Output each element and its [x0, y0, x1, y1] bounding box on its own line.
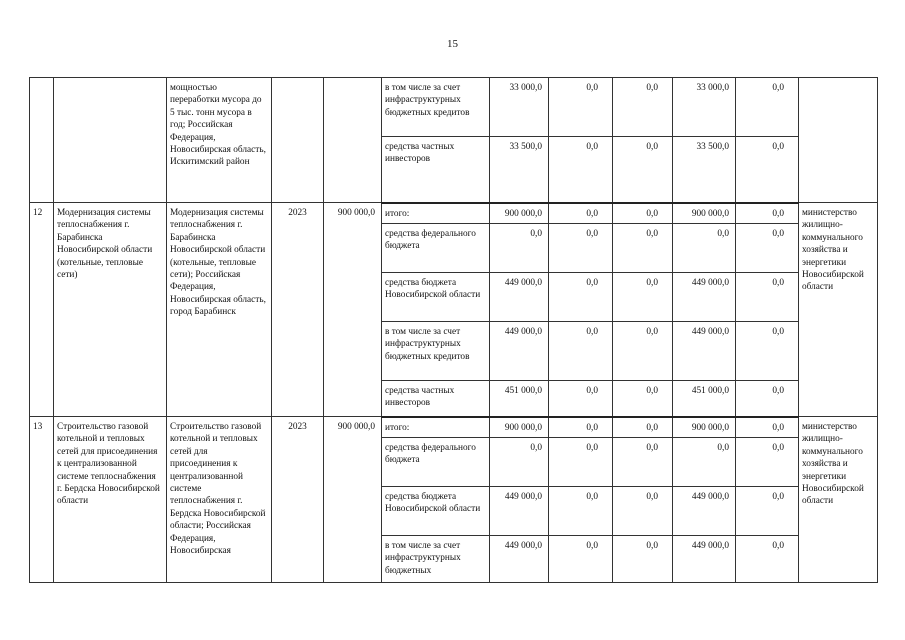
cell-value: 0,0 — [613, 137, 673, 203]
cell-total: 449 000,0 — [490, 487, 549, 536]
cell-value: 0,0 — [673, 438, 736, 487]
cell-value: 0,0 — [736, 203, 799, 224]
table-row — [30, 78, 878, 137]
cell-description: Модернизация системы теплоснабжения г. Барабинска Новосибирской области (котельные, тепловые сети); Российская Федерация, Новосибирская область, город Барабинск — [167, 203, 272, 417]
cell-value: 0,0 — [613, 417, 673, 438]
cell-value: 0,0 — [549, 417, 613, 438]
cell-source: средства федерального бюджета — [382, 438, 490, 487]
cell-value: 451 000,0 — [673, 381, 736, 417]
cell-total: 449 000,0 — [490, 322, 549, 381]
cell-responsible — [799, 78, 878, 203]
cell-value: 0,0 — [613, 438, 673, 487]
cell-value: 900 000,0 — [673, 203, 736, 224]
cell-value: 0,0 — [613, 224, 673, 273]
cell-value: 0,0 — [736, 381, 799, 417]
cell-value: 0,0 — [736, 224, 799, 273]
cell-value: 0,0 — [613, 487, 673, 536]
cell-value: 0,0 — [613, 381, 673, 417]
cell-source: средства частных инвесторов — [382, 381, 490, 417]
cell-value: 0,0 — [613, 536, 673, 583]
cell-source: итого: — [382, 417, 490, 438]
cell-source: средства федерального бюджета — [382, 224, 490, 273]
cell-value: 0,0 — [549, 273, 613, 322]
table-row — [30, 203, 878, 224]
cell-total: 33 500,0 — [490, 137, 549, 203]
cell-num: 13 — [30, 417, 54, 583]
cell-name — [54, 78, 167, 203]
cell-total: 451 000,0 — [490, 381, 549, 417]
cell-value: 0,0 — [613, 203, 673, 224]
cell-cost: 900 000,0 — [324, 203, 382, 417]
cell-value: 0,0 — [549, 203, 613, 224]
cell-value: 0,0 — [549, 381, 613, 417]
table-row — [30, 417, 878, 438]
cell-value: 0,0 — [736, 273, 799, 322]
cell-value: 0,0 — [736, 536, 799, 583]
cell-value: 0,0 — [613, 322, 673, 381]
cell-value: 0,0 — [736, 78, 799, 137]
cell-total: 900 000,0 — [490, 417, 549, 438]
cell-value: 0,0 — [736, 417, 799, 438]
cell-year: 2023 — [272, 417, 324, 583]
cell-source: средства бюджета Новосибирской области — [382, 273, 490, 322]
cell-value: 0,0 — [549, 78, 613, 137]
cell-responsible: министерство жилищно-коммунального хозяйства и энергетики Новосибирской области — [799, 203, 878, 417]
cell-total: 449 000,0 — [490, 273, 549, 322]
cell-total: 449 000,0 — [490, 536, 549, 583]
cell-year: 2023 — [272, 203, 324, 417]
page-number: 15 — [447, 38, 458, 50]
cell-num — [30, 78, 54, 203]
cell-description: мощностью переработки мусора до 5 тыс. тонн мусора в год; Российская Федерация, Новосибирская область, Искитимский район — [167, 78, 272, 203]
cell-value: 0,0 — [736, 322, 799, 381]
cell-value: 0,0 — [736, 438, 799, 487]
cell-value: 449 000,0 — [673, 322, 736, 381]
cell-cost: 900 000,0 — [324, 417, 382, 583]
cell-value: 0,0 — [549, 438, 613, 487]
cell-value: 449 000,0 — [673, 536, 736, 583]
cell-total: 0,0 — [490, 438, 549, 487]
cell-value: 0,0 — [549, 137, 613, 203]
cell-name: Модернизация системы теплоснабжения г. Барабинска Новосибирской области (котельные, тепловые сети) — [54, 203, 167, 417]
cell-value: 0,0 — [549, 224, 613, 273]
cell-name: Строительство газовой котельной и тепловых сетей для присоединения к централизованной системе теплоснабжения г. Бердска Новосибирской области — [54, 417, 167, 583]
cell-description: Строительство газовой котельной и тепловых сетей для присоединения к централизованной системе теплоснабжения г. Бердска Новосибирской области; Российская Федерация, Новосибирская — [167, 417, 272, 583]
cell-value: 0,0 — [736, 487, 799, 536]
cell-total: 900 000,0 — [490, 203, 549, 224]
cell-source: средства бюджета Новосибирской области — [382, 487, 490, 536]
cell-value: 0,0 — [736, 137, 799, 203]
cell-value: 0,0 — [613, 78, 673, 137]
cell-num: 12 — [30, 203, 54, 417]
cell-source: в том числе за счет инфраструктурных бюджетных кредитов — [382, 78, 490, 137]
cell-value: 900 000,0 — [673, 417, 736, 438]
cell-source: в том числе за счет инфраструктурных бюджетных кредитов — [382, 322, 490, 381]
cell-value: 33 500,0 — [673, 137, 736, 203]
cell-value: 0,0 — [549, 487, 613, 536]
cell-value: 449 000,0 — [673, 273, 736, 322]
investment-projects-table — [29, 77, 878, 583]
cell-value: 0,0 — [613, 273, 673, 322]
cell-source: средства частных инвесторов — [382, 137, 490, 203]
cell-source: итого: — [382, 203, 490, 224]
cell-value: 33 000,0 — [673, 78, 736, 137]
cell-total: 33 000,0 — [490, 78, 549, 137]
cell-year — [272, 78, 324, 203]
cell-cost — [324, 78, 382, 203]
cell-value: 0,0 — [673, 224, 736, 273]
cell-value: 449 000,0 — [673, 487, 736, 536]
cell-responsible: министерство жилищно-коммунального хозяйства и энергетики Новосибирской области — [799, 417, 878, 583]
cell-value: 0,0 — [549, 536, 613, 583]
cell-total: 0,0 — [490, 224, 549, 273]
cell-source: в том числе за счет инфраструктурных бюджетных — [382, 536, 490, 583]
cell-value: 0,0 — [549, 322, 613, 381]
